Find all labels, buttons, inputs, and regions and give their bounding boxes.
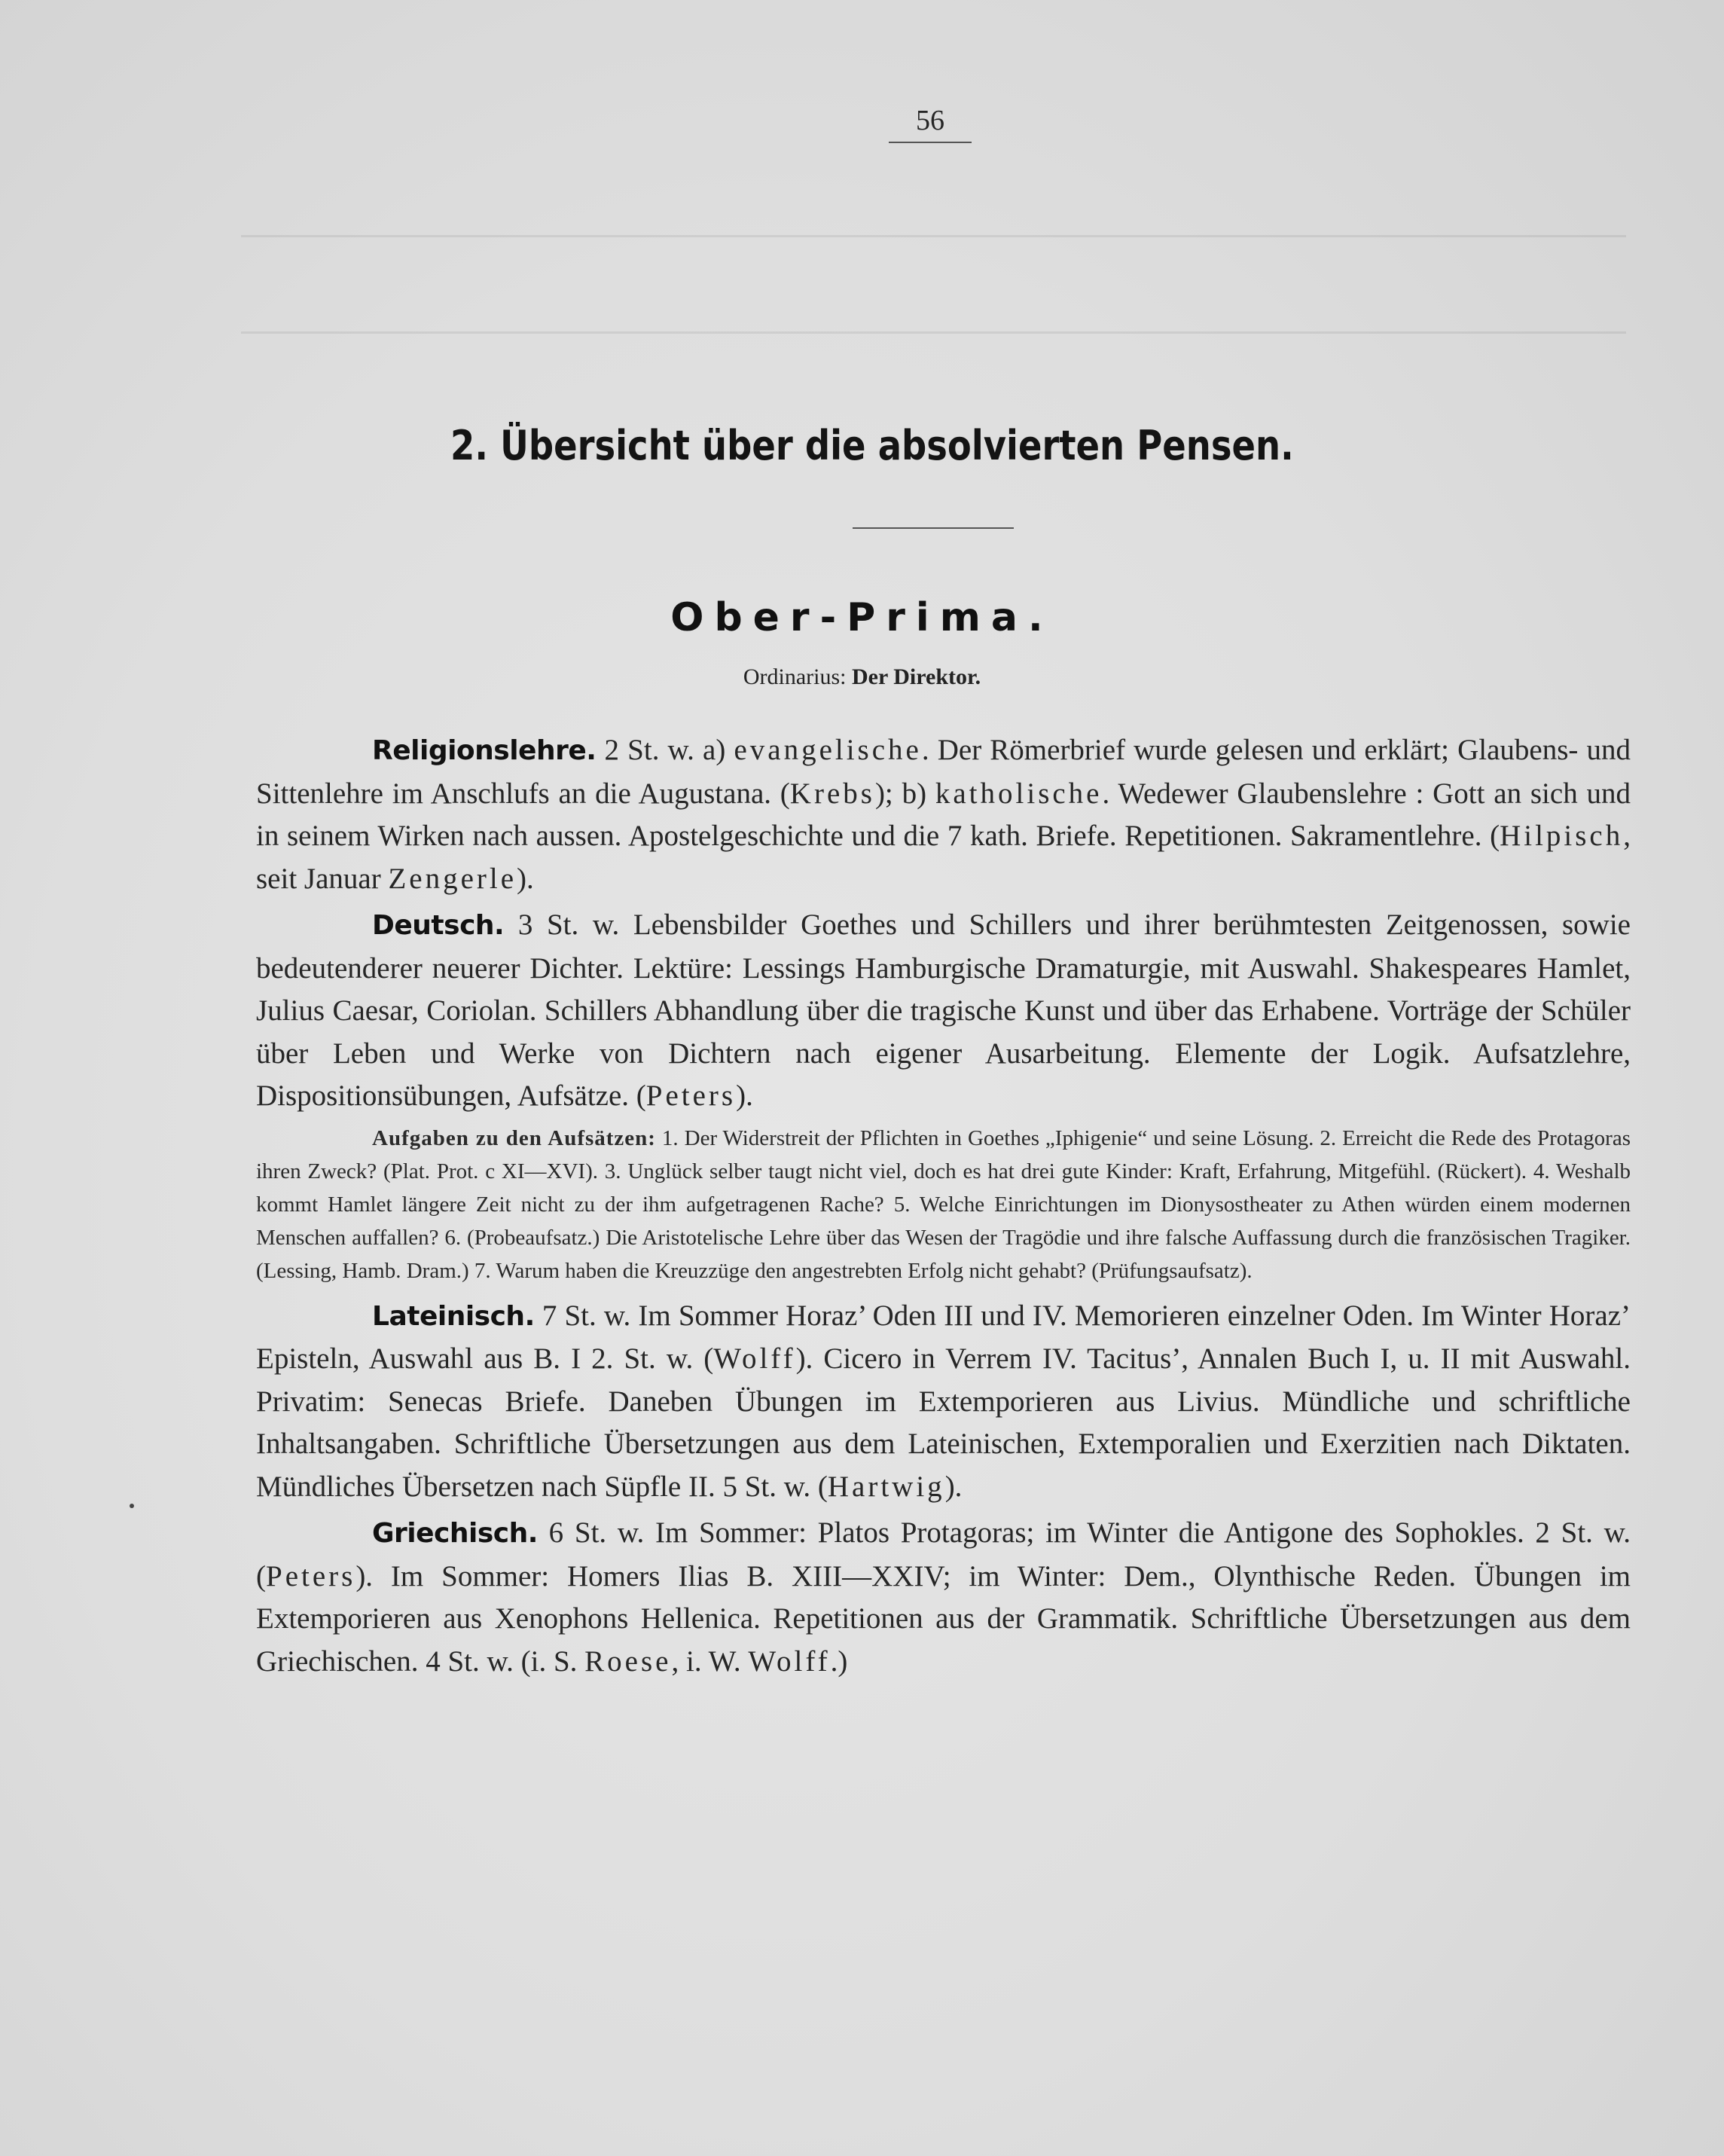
subject-deutsch: Deutsch.: [372, 910, 505, 941]
divider-rule: [853, 527, 1014, 529]
text-run: . Wedewer Glaubenslehre : Gott an sich und in seinem Wirken nach aussen. Apostelgeschichte und die 7 kath. Briefe. Repetitionen. Sakramentlehre. (: [256, 777, 1631, 852]
speck-mark: [130, 1504, 134, 1508]
text-run: 6 St. w. Im Sommer: Platos Protagoras; im Winter die Antigone des Sophokles. 2 St. w. (: [256, 1516, 1631, 1593]
paragraph-religionslehre: [256, 729, 1631, 900]
paragraph-lateinisch: [256, 1295, 1631, 1509]
section-heading: 2. Übersicht über die absolvierten Pensen.: [450, 422, 1294, 469]
text-run: . Der Römerbrief wurde gelesen und erklärt; Glaubens- und Sittenlehre im Anschlufs an die Augustana. (: [256, 734, 1631, 810]
text-run: 7 St. w. Im Sommer Horaz’ Oden III und IV. Memorieren einzelner Oden. Im Winter Horaz’ Episteln, Auswahl aus B. I 2. St. w. (: [256, 1299, 1631, 1375]
teacher-name: Peters: [266, 1559, 356, 1593]
paragraph-griechisch: [256, 1512, 1631, 1683]
curriculum-text: [256, 729, 1631, 1687]
page-number: 56: [889, 104, 972, 143]
teacher-name: Hilpisch: [1500, 820, 1624, 852]
essay-topics-label: Aufgaben zu den Aufsätzen:: [372, 1125, 656, 1150]
text-run: ).: [944, 1470, 963, 1503]
teacher-name: Roese: [584, 1644, 672, 1678]
ordinarius-line: [0, 664, 1724, 690]
subject-religionslehre: Religionslehre.: [372, 735, 597, 766]
essay-topics: [256, 1122, 1631, 1287]
text-run: ). Cicero in Verrem IV. Tacitus’, Annalen Buch I, u. II mit Auswahl. Privatim: Senecas Briefe. Daneben Übungen im Extemporieren aus Livius. Mündliche und schriftliche Inhaltsangaben. Schriftliche Übersetzungen aus dem Lateinischen, Extemporalien und Exerzitien nach Diktaten. Mündliches Übersetzen nach Süpfle II. 5 St. w. (: [256, 1342, 1631, 1503]
ordinarius-name: Der Direktor.: [852, 664, 981, 689]
text-run: .): [830, 1644, 848, 1678]
text-run: , seit Januar: [256, 820, 1631, 895]
spaced-word: evangelische: [734, 734, 922, 766]
text-run: 2 St. w. a): [596, 734, 734, 766]
bleed-through-rule: [241, 235, 1626, 237]
text-run: ).: [517, 862, 534, 895]
ordinarius-label: Ordinarius:: [743, 664, 847, 689]
subject-griechisch: Griechisch.: [372, 1518, 538, 1549]
teacher-name: Krebs: [789, 777, 875, 810]
text-run: ).: [736, 1080, 753, 1112]
paragraph-deutsch: [256, 904, 1631, 1118]
subject-lateinisch: Lateinisch.: [372, 1300, 535, 1332]
essay-topics-list: 1. Der Widerstreit der Pflichten in Goethes „Iphigenie“ und seine Lösung. 2. Erreicht die Rede des Protagoras ihren Zweck? (Plat. Prot. c XI—XVI). 3. Unglück selber taugt nicht viel, doch es hat drei gute Kinder: Kraft, Erfahrung, Mitgefühl. (Rückert). 4. Weshalb kommt Hamlet längere Zeit nicht zu der ihm aufgetragenen Rache? 5. Welche Einrichtungen im Dionysostheater zu Athen würden einem modernen Menschen auffallen? 6. (Probeaufsatz.) Die Aristotelische Lehre über das Wesen der Tragödie und ihre falsche Auffassung durch die französischen Tragiker. (Lessing, Hamb. Dram.) 7. Warum haben die Kreuzzüge den angestrebten Erfolg nicht gehabt? (Prüfungsaufsatz).: [256, 1125, 1631, 1283]
bleed-through-rule: [241, 331, 1626, 334]
text-run: ); b): [874, 777, 935, 810]
teacher-name: Zengerle: [388, 862, 517, 895]
teacher-name: Wolff: [748, 1644, 831, 1678]
class-title: Ober-Prima.: [670, 595, 1054, 640]
teacher-name: Peters: [645, 1080, 737, 1112]
text-run: 3 St. w. Lebensbilder Goethes und Schillers und ihrer berühmtesten Zeitgenossen, sowie bedeutenderer neuerer Dichter. Lektüre: Lessings Hamburgische Dramaturgie, mit Auswahl. Shakespeares Hamlet, Julius Caesar, Coriolan. Schillers Abhandlung über die tragische Kunst und über das Erhabene. Vorträge der Schüler über Leben und Werke von Dichtern nach eigener Ausarbeitung. Elemente der Logik. Aufsatzlehre, Dispositionsübungen, Aufsätze. (: [256, 909, 1631, 1112]
spaced-word: katholische: [935, 777, 1103, 810]
teacher-name: Wolff: [713, 1342, 796, 1375]
text-run: ). Im Sommer: Homers Ilias B. XIII—XXIV; im Winter: Dem., Olynthische Reden. Übungen im Extemporieren aus Xenophons Hellenica. Repetitionen aus der Grammatik. Schriftliche Übersetzungen aus dem Griechischen. 4 St. w. (i. S.: [256, 1559, 1631, 1678]
text-run: , i. W.: [671, 1644, 749, 1678]
teacher-name: Hartwig: [827, 1470, 945, 1503]
